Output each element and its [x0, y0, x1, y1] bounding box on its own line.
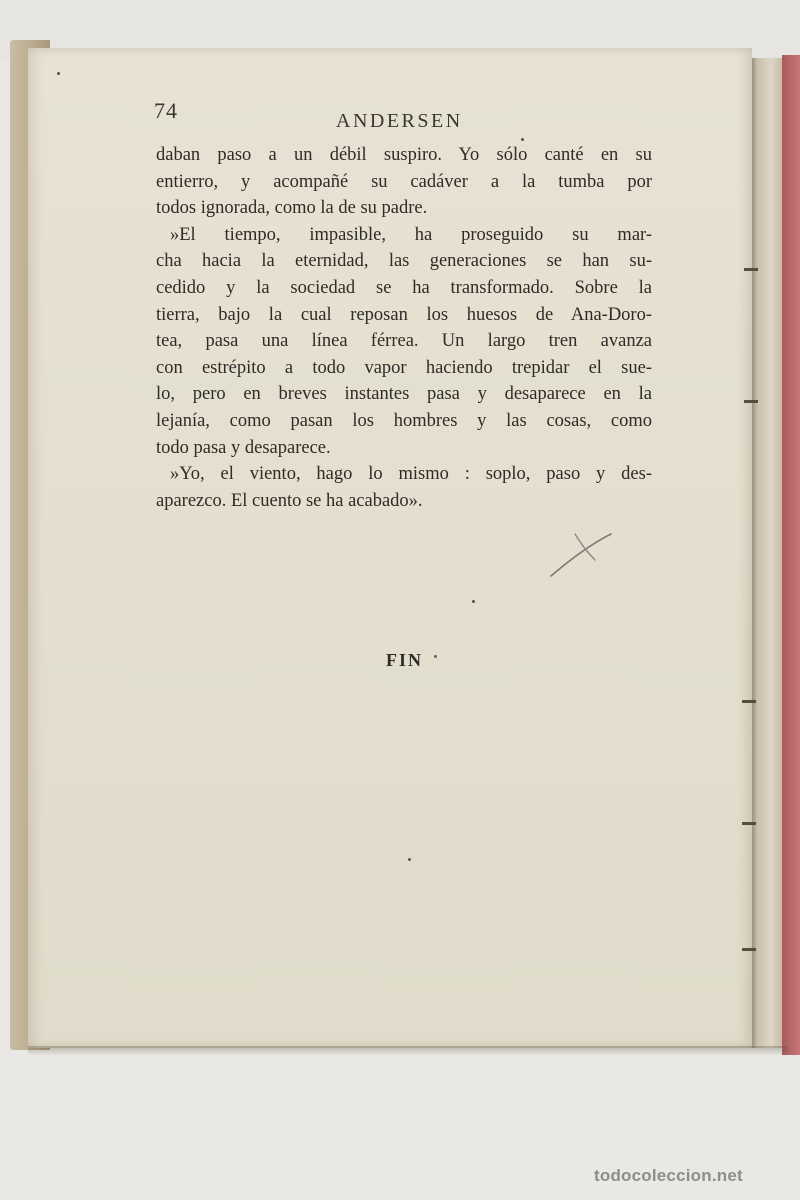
text-line: tea, pasa una línea férrea. Un largo tren avanza — [156, 331, 652, 352]
running-head: ANDERSEN — [336, 110, 463, 132]
ink-speck — [521, 138, 524, 141]
text-line: todos ignorada, como la de su padre. — [156, 198, 428, 219]
text-line: todo pasa y desaparece. — [156, 437, 331, 458]
binding-thread — [742, 822, 756, 825]
text-line: lejanía, como pasan los hombres y las cosas, como — [156, 410, 652, 431]
book-cover-red-edge — [782, 55, 800, 1055]
text-line: entierro, y acompañé su cadáver a la tumba por — [156, 171, 652, 192]
text-line: con estrépito a todo vapor haciendo trepidar el sue- — [156, 357, 652, 378]
text-line: daban paso a un débil suspiro. Yo sólo canté en su — [156, 145, 652, 165]
binding-thread — [742, 948, 756, 951]
text-line: »Yo, el viento, hago lo mismo : soplo, paso y des- — [170, 464, 652, 485]
ink-speck — [434, 655, 437, 658]
text-line: cedido y la sociedad se ha transformado. Sobre la — [156, 277, 652, 298]
text-line: cha hacia la eternidad, las generaciones se han su- — [156, 251, 652, 272]
page-number: 74 — [154, 98, 178, 123]
ink-speck — [472, 600, 475, 603]
page-bottom-shadow — [28, 1046, 788, 1056]
closing-word: FIN — [386, 650, 423, 670]
ink-speck — [57, 72, 60, 75]
pencil-cross-mark — [545, 528, 615, 580]
binding-thread — [744, 268, 758, 271]
site-watermark: todocoleccion.net — [594, 1166, 743, 1185]
ink-speck — [408, 858, 411, 861]
text-line: aparezco. El cuento se ha acabado». — [156, 490, 423, 511]
binding-thread — [744, 400, 758, 403]
text-line: lo, pero en breves instantes pasa y desaparece en la — [156, 384, 652, 405]
text-line: »El tiempo, impasible, ha proseguido su mar- — [170, 224, 652, 245]
page-body-text — [156, 142, 652, 514]
text-line: tierra, bajo la cual reposan los huesos de Ana-Doro- — [156, 304, 652, 325]
binding-thread — [742, 700, 756, 703]
